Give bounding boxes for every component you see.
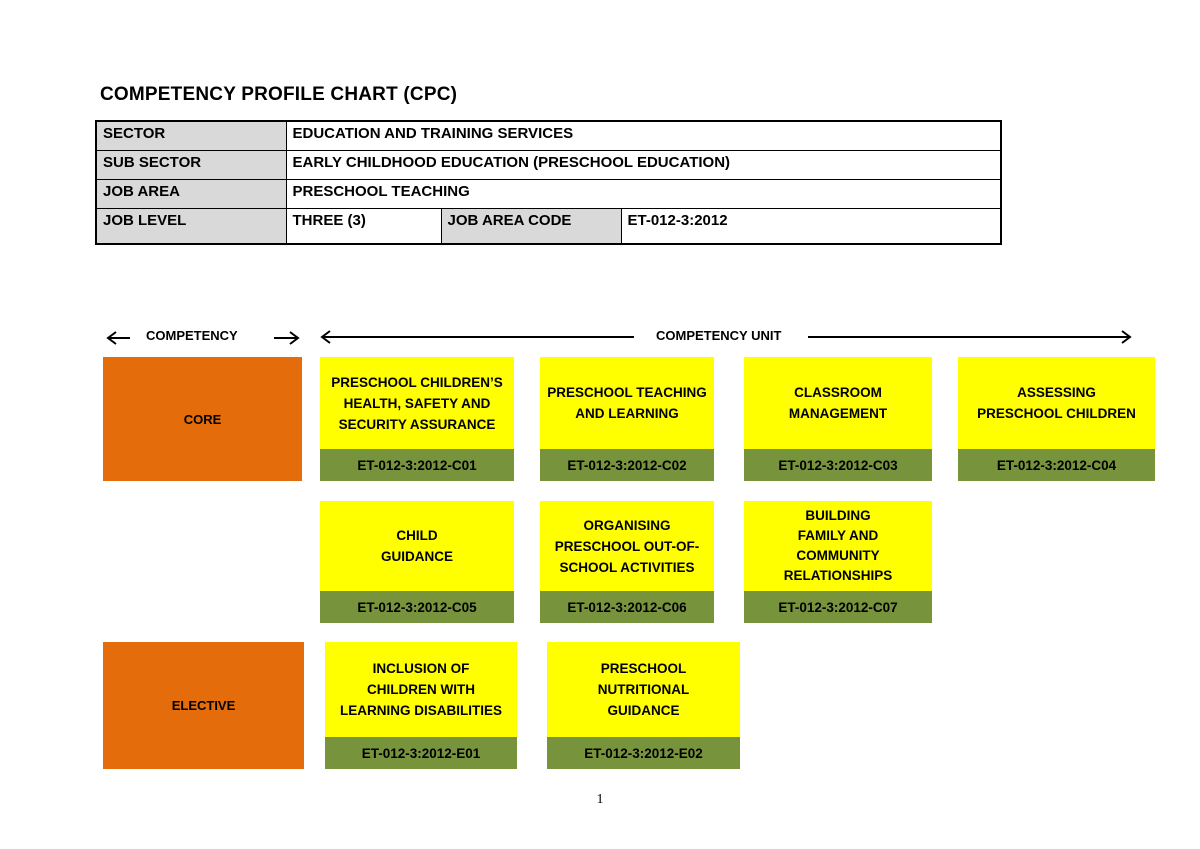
unit-code: ET-012-3:2012-E02 [547,737,740,769]
job-info-table [95,120,1002,245]
core-category [103,357,302,481]
unit-card [958,357,1155,481]
unit-name: INCLUSION OF CHILDREN WITH LEARNING DISABILITIES [325,642,517,737]
unit-card [744,501,932,623]
page-number: 1 [596,792,604,807]
sector-value: EDUCATION AND TRAINING SERVICES [286,121,1001,151]
table-row [96,209,1001,245]
elective-label: ELECTIVE [171,698,236,713]
unit-code: ET-012-3:2012-E01 [325,737,517,769]
unit-name: CHILD GUIDANCE [320,501,514,591]
unit-name: BUILDING FAMILY AND COMMUNITY RELATIONSHIPS [744,501,932,591]
unit-card [320,357,514,481]
table-row [96,151,1001,180]
unit-code: ET-012-3:2012-C02 [540,449,714,481]
unit-card [320,501,514,623]
core-label: CORE [183,411,222,427]
unit-code: ET-012-3:2012-C03 [744,449,932,481]
unit-code: ET-012-3:2012-C01 [320,449,514,481]
subsector-label: SUB SECTOR [96,151,286,180]
unit-name: ASSESSING PRESCHOOL CHILDREN [958,357,1155,449]
unit-card [325,642,517,769]
sector-label: SECTOR [96,121,286,151]
jobcode-label: JOB AREA CODE [441,209,621,245]
page-title: COMPETENCY PROFILE CHART (CPC) [100,84,458,105]
unit-code: ET-012-3:2012-C04 [958,449,1155,481]
joblevel-label: JOB LEVEL [96,209,286,245]
unit-card [540,501,714,623]
unit-name: PRESCHOOL CHILDREN’S HEALTH, SAFETY AND SECURITY ASSURANCE [320,357,514,449]
jobarea-label: JOB AREA [96,180,286,209]
unit-name: ORGANISING PRESCHOOL OUT-OF- SCHOOL ACTIVITIES [540,501,714,591]
unit-code: ET-012-3:2012-C06 [540,591,714,623]
jobarea-value: PRESCHOOL TEACHING [286,180,1001,209]
unit-code: ET-012-3:2012-C05 [320,591,514,623]
header-row [0,326,1200,348]
jobcode-value: ET-012-3:2012 [621,209,1001,245]
unit-card [540,357,714,481]
joblevel-value: THREE (3) [286,209,441,245]
unit-name: PRESCHOOL NUTRITIONAL GUIDANCE [547,642,740,737]
unit-name: CLASSROOM MANAGEMENT [744,357,932,449]
unit-name: PRESCHOOL TEACHING AND LEARNING [540,357,714,449]
table-row [96,121,1001,151]
competency-unit-header: COMPETENCY UNIT [656,328,782,343]
unit-code: ET-012-3:2012-C07 [744,591,932,623]
unit-card [547,642,740,769]
elective-category [103,642,304,769]
table-row [96,180,1001,209]
subsector-value: EARLY CHILDHOOD EDUCATION (PRESCHOOL EDUCATION) [286,151,1001,180]
unit-card [744,357,932,481]
competency-header: COMPETENCY [146,328,238,343]
